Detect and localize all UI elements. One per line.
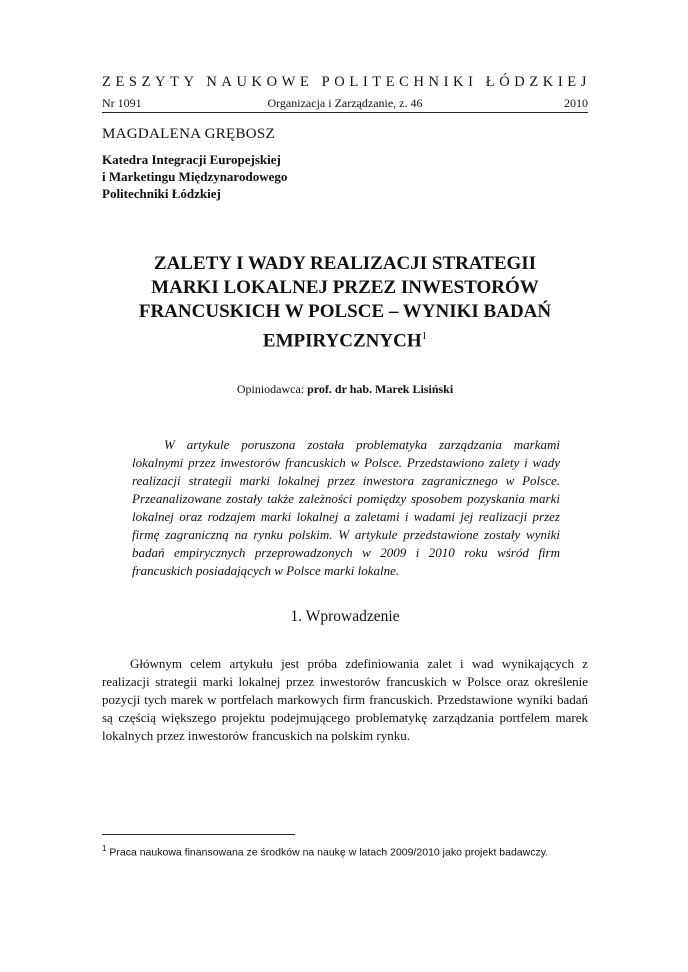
issue-meta bbox=[102, 96, 588, 110]
title-footnote-mark: 1 bbox=[421, 330, 428, 342]
section-heading: 1. Wprowadzenie bbox=[290, 608, 400, 625]
article-title bbox=[102, 252, 588, 353]
abstract: W artykule poruszona została problematyka zarządzania markami lokalnymi przez inwestorów francuskich w Polsce. Przedstawiono zalety i wady realizacji strategii marki lokalnej przez inwestora zagranicznego w Polsce. Przeanalizowane zostały także zależności pomiędzy sposobem pozyskania marki lokalnej oraz rodzajem marki lokalnej a zaletami i wadami jej realizacji przez firmę zagraniczną na rynku polskim. W artykule przedstawione zostały wyniki badań empirycznych przeprowadzonych w 2009 i 2010 roku wśród firm francuskich posiadających w Polsce marki lokalne. bbox=[132, 437, 560, 578]
title-line: MARKI LOKALNEJ PRZEZ INWESTORÓW bbox=[151, 277, 539, 298]
author-affiliation bbox=[102, 151, 287, 202]
reviewer-label: Opiniodawca: bbox=[236, 382, 305, 396]
affiliation-line: Katedra Integracji Europejskiej bbox=[102, 152, 281, 167]
title-line: FRANCUSKICH W POLSCE – WYNIKI BADAŃ bbox=[138, 301, 552, 322]
footnote-mark: 1 bbox=[102, 844, 107, 853]
affiliation-line: Politechniki Łódzkiej bbox=[102, 186, 221, 201]
title-line-last bbox=[102, 324, 588, 353]
body-paragraph: Głównym celem artykułu jest próba zdefiniowania zalet i wad wynikających z realizacji strategii marki lokalnej przez inwestorów francuskich w Polsce oraz określenie pozycji tych marek w portfelach markowych firm francuskich. Przedstawione wyniki badań są częścią większego projektu podejmującego problematykę zarządzania portfelem marek lokalnych przez inwestorów francuskich na polskim rynku. bbox=[102, 656, 588, 743]
title-line: ZALETY I WADY REALIZACJI STRATEGII bbox=[153, 253, 537, 274]
footnote bbox=[102, 844, 588, 859]
footnote-rule bbox=[102, 834, 295, 835]
reviewer bbox=[102, 382, 588, 397]
issue-year: 2010 bbox=[564, 96, 588, 110]
reviewer-name: prof. dr hab. Marek Lisiński bbox=[307, 382, 454, 396]
series-name: Organizacja i Zarządzanie, z. 46 bbox=[267, 96, 423, 110]
footnote-text: Praca naukowa finansowana ze środków na naukę w latach 2009/2010 jako projekt badawczy. bbox=[109, 846, 549, 859]
header-rule bbox=[102, 112, 588, 113]
title-line: EMPIRYCZNYCH bbox=[262, 330, 422, 352]
author-name: MAGDALENA GRĘBOSZ bbox=[102, 126, 276, 142]
issue-number: Nr 1091 bbox=[102, 96, 142, 110]
journal-title: ZESZYTY NAUKOWE POLITECHNIKI ŁÓDZKIEJ bbox=[102, 74, 592, 90]
affiliation-line: i Marketingu Międzynarodowego bbox=[102, 169, 288, 184]
